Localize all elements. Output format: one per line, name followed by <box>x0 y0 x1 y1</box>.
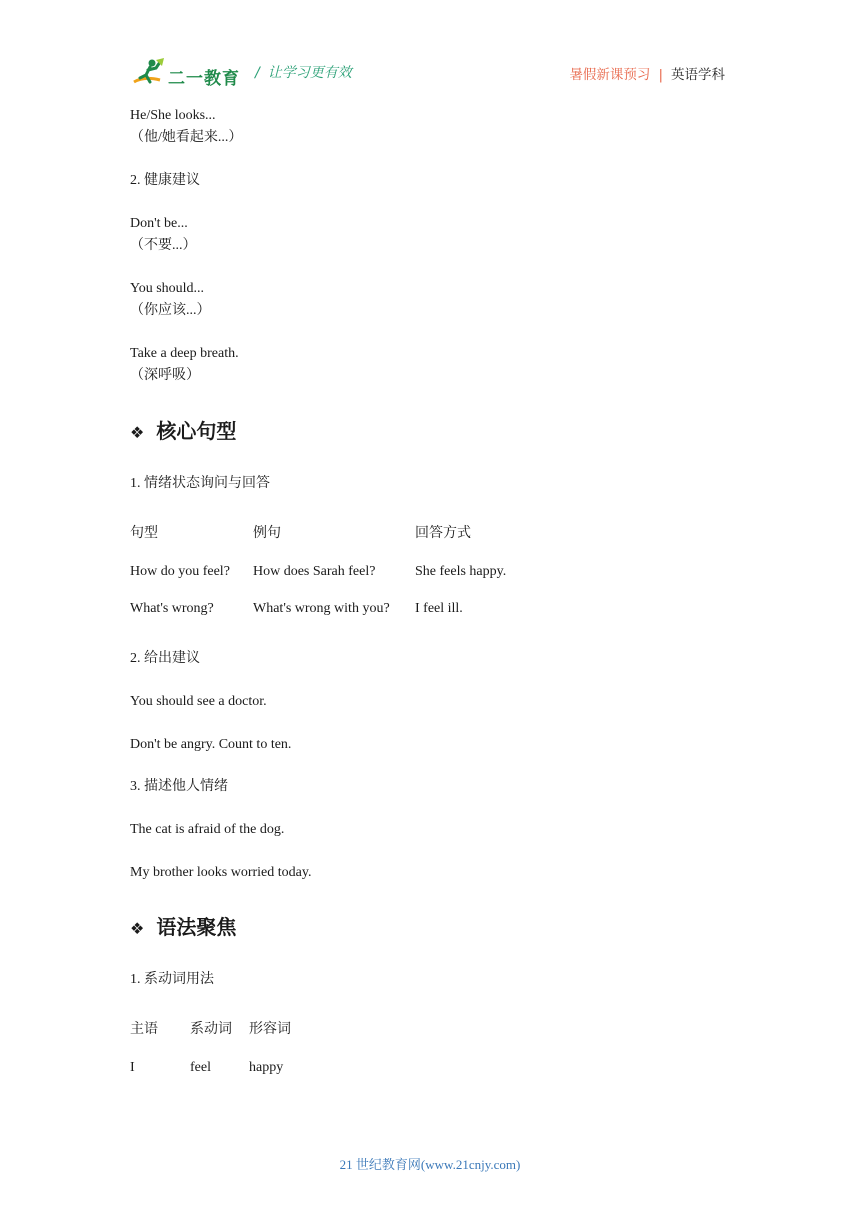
table-cell: I feel ill. <box>415 601 463 616</box>
page-footer: 21 世纪教育网(www.21cnjy.com) <box>339 1157 521 1172</box>
example-brother-worried: My brother looks worried today. <box>130 865 312 880</box>
phrase-deep-breath-cn: （深呼吸） <box>130 368 200 383</box>
header-course-info <box>569 63 725 83</box>
subheading-linking-verbs: 1. 系动词用法 <box>130 972 214 987</box>
logo-text: 二一教育 <box>168 69 240 89</box>
header-separator: | <box>658 67 663 83</box>
diamond-bullet-icon: ❖ <box>130 423 145 442</box>
example-see-doctor: You should see a doctor. <box>130 694 267 709</box>
example-count-ten: Don't be angry. Count to ten. <box>130 737 292 752</box>
diamond-bullet-icon: ❖ <box>130 919 145 938</box>
table-cell: feel <box>190 1060 211 1075</box>
slogan-text: 让学习更有效 <box>267 65 352 81</box>
page-header <box>130 56 725 90</box>
table-cell: happy <box>249 1060 284 1075</box>
runner-logo-icon <box>130 56 170 90</box>
table-cell: I <box>130 1060 135 1075</box>
slogan-slash: / <box>255 65 260 81</box>
course-label: 暑假新课预习 <box>569 67 651 83</box>
brand-logo <box>130 56 242 90</box>
phrase-dont-be-cn: （不要...） <box>130 238 197 253</box>
phrase-he-she-looks-cn: （他/她看起来...） <box>130 130 243 145</box>
table-cell: What's wrong with you? <box>253 601 390 616</box>
table-cell: She feels happy. <box>415 564 507 579</box>
phrase-you-should-cn: （你应该...） <box>130 303 211 318</box>
table-header-cell: 回答方式 <box>415 526 471 541</box>
table-cell: What's wrong? <box>130 601 214 616</box>
phrase-you-should: You should... <box>130 281 205 296</box>
table-header-cell: 主语 <box>130 1022 158 1037</box>
table-cell: How do you feel? <box>130 564 230 579</box>
example-cat-afraid: The cat is afraid of the dog. <box>130 822 285 837</box>
subheading-health-advice: 2. 健康建议 <box>130 173 200 188</box>
subheading-describe-emotions: 3. 描述他人情绪 <box>130 779 228 794</box>
table-header-cell: 例句 <box>253 526 281 541</box>
phrase-deep-breath: Take a deep breath. <box>130 346 239 361</box>
table-cell: How does Sarah feel? <box>253 564 376 579</box>
table-header-cell: 系动词 <box>190 1022 232 1037</box>
section-title-text: 核心句型 <box>156 419 237 443</box>
section-title-grammar <box>130 915 236 941</box>
subheading-emotion-qa: 1. 情绪状态询问与回答 <box>130 476 270 491</box>
header-slogan <box>255 62 352 82</box>
subheading-give-advice: 2. 给出建议 <box>130 651 200 666</box>
section-title-text: 语法聚焦 <box>156 915 237 939</box>
section-title-core-sentences <box>130 419 236 445</box>
table-header-cell: 句型 <box>130 526 158 541</box>
phrase-he-she-looks: He/She looks... <box>130 108 216 123</box>
subject-label: 英语学科 <box>671 67 725 83</box>
phrase-dont-be: Don't be... <box>130 216 188 231</box>
table-header-cell: 形容词 <box>249 1022 291 1037</box>
